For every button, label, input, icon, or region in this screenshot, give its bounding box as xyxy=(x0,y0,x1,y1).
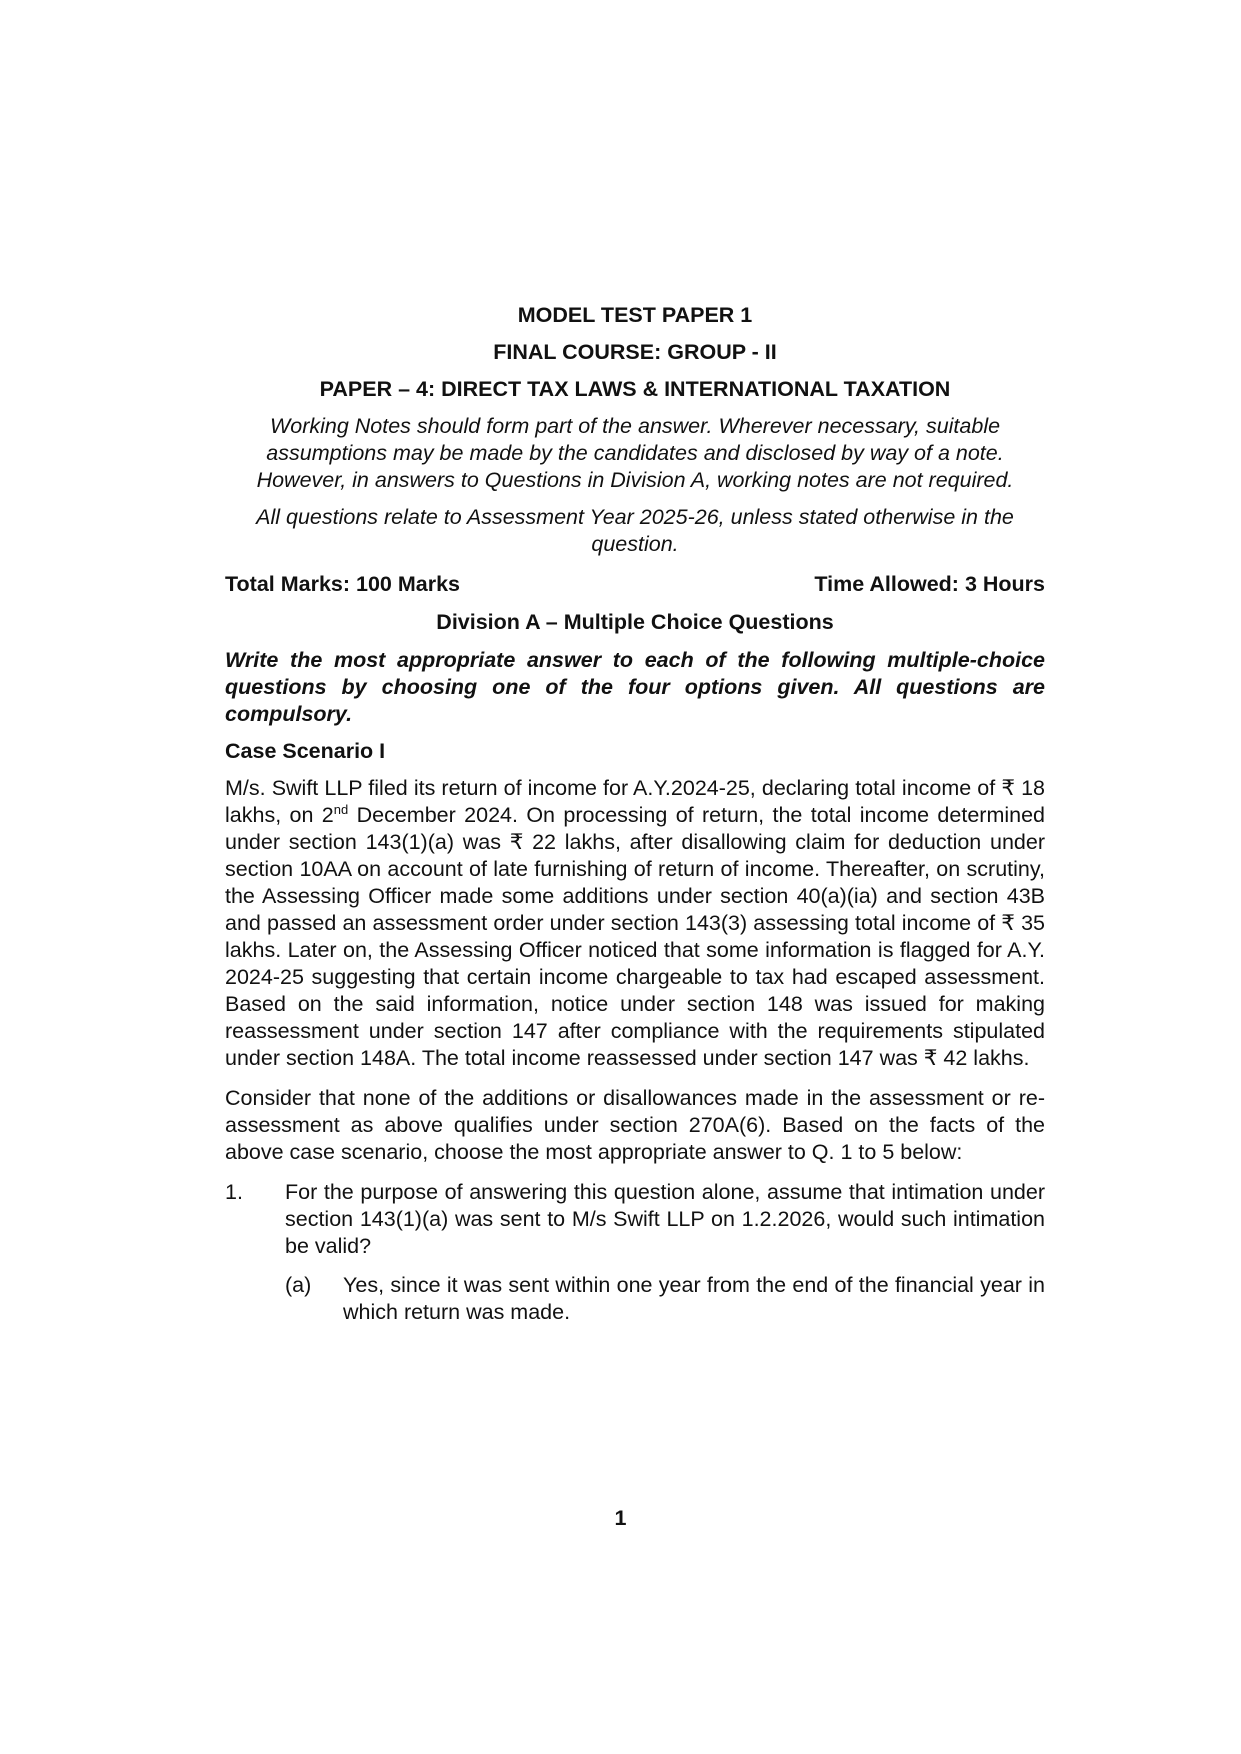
division-heading: Division A – Multiple Choice Questions xyxy=(436,610,834,634)
scenario-text-part2: December 2024. On processing of return, the total income determined under section 143(1)(a) was ₹ 22 lakhs, after disallowing claim for deduction under section 10AA on account of late furnishing of return of income. Thereafter, on scrutiny, the Assessing Officer made some additions under section 40(a)(ia) and section 43B and passed an assessment order under section 143(3) assessing total income of ₹ 35 lakhs. Later on, the Assessing Officer noticed that some information is flagged for A.Y. 2024-25 suggesting that certain income chargeable to tax had escaped assessment. Based on the said information, notice under section 148 was issued for making reassessment under section 147 after compliance with the requirements stipulated under section 148A. The total income reassessed under section 147 was ₹ 42 lakhs. xyxy=(225,803,1045,1070)
page-number: 1 xyxy=(614,1506,627,1530)
page-content xyxy=(225,302,1045,1326)
option-text: Yes, since it was sent within one year from the end of the financial year in which return was made. xyxy=(343,1273,1045,1324)
case-scenario-heading: Case Scenario I xyxy=(225,739,386,763)
course-title: FINAL COURSE: GROUP - II xyxy=(493,340,777,364)
assessment-year-note: All questions relate to Assessment Year 2025-26, unless stated otherwise in the question. xyxy=(256,505,1014,556)
paper-subject: PAPER – 4: DIRECT TAX LAWS & INTERNATIONAL TAXATION xyxy=(319,377,951,401)
working-notes-instruction: Working Notes should form part of the answer. Wherever necessary, suitable assumptions may be made by the candidates and disclosed by way of a note. However, in answers to Questions in Division A, working notes are not required. xyxy=(256,414,1014,492)
paper-title: MODEL TEST PAPER 1 xyxy=(517,303,753,327)
question-text: For the purpose of answering this question alone, assume that intimation under section 143(1)(a) was sent to M/s Swift LLP on 1.2.2026, would such intimation be valid? xyxy=(285,1180,1045,1258)
scenario-text-part1: M/s. Swift LLP filed its return of income for A.Y.2024-25, declaring total income of ₹ 18 lakhs, on 2 xyxy=(225,776,1045,827)
marks-time-row xyxy=(225,571,1045,598)
option-label: (a) xyxy=(285,1273,312,1297)
total-marks: Total Marks: 100 Marks xyxy=(225,572,461,596)
question-1-option-a xyxy=(285,1272,1045,1326)
case-scenario-instruction: Consider that none of the additions or disallowances made in the assessment or re-assessment as above qualifies under section 270A(6). Based on the facts of the above case scenario, choose the most appropriate answer to Q. 1 to 5 below: xyxy=(225,1086,1045,1164)
case-scenario-paragraph xyxy=(225,775,1045,1072)
question-1 xyxy=(225,1179,1045,1260)
ordinal-suffix: nd xyxy=(333,802,349,817)
question-number: 1. xyxy=(225,1180,243,1204)
time-allowed: Time Allowed: 3 Hours xyxy=(814,572,1045,596)
division-instruction: Write the most appropriate answer to each of the following multiple-choice questions by choosing one of the four options given. All questions are compulsory. xyxy=(225,648,1045,726)
